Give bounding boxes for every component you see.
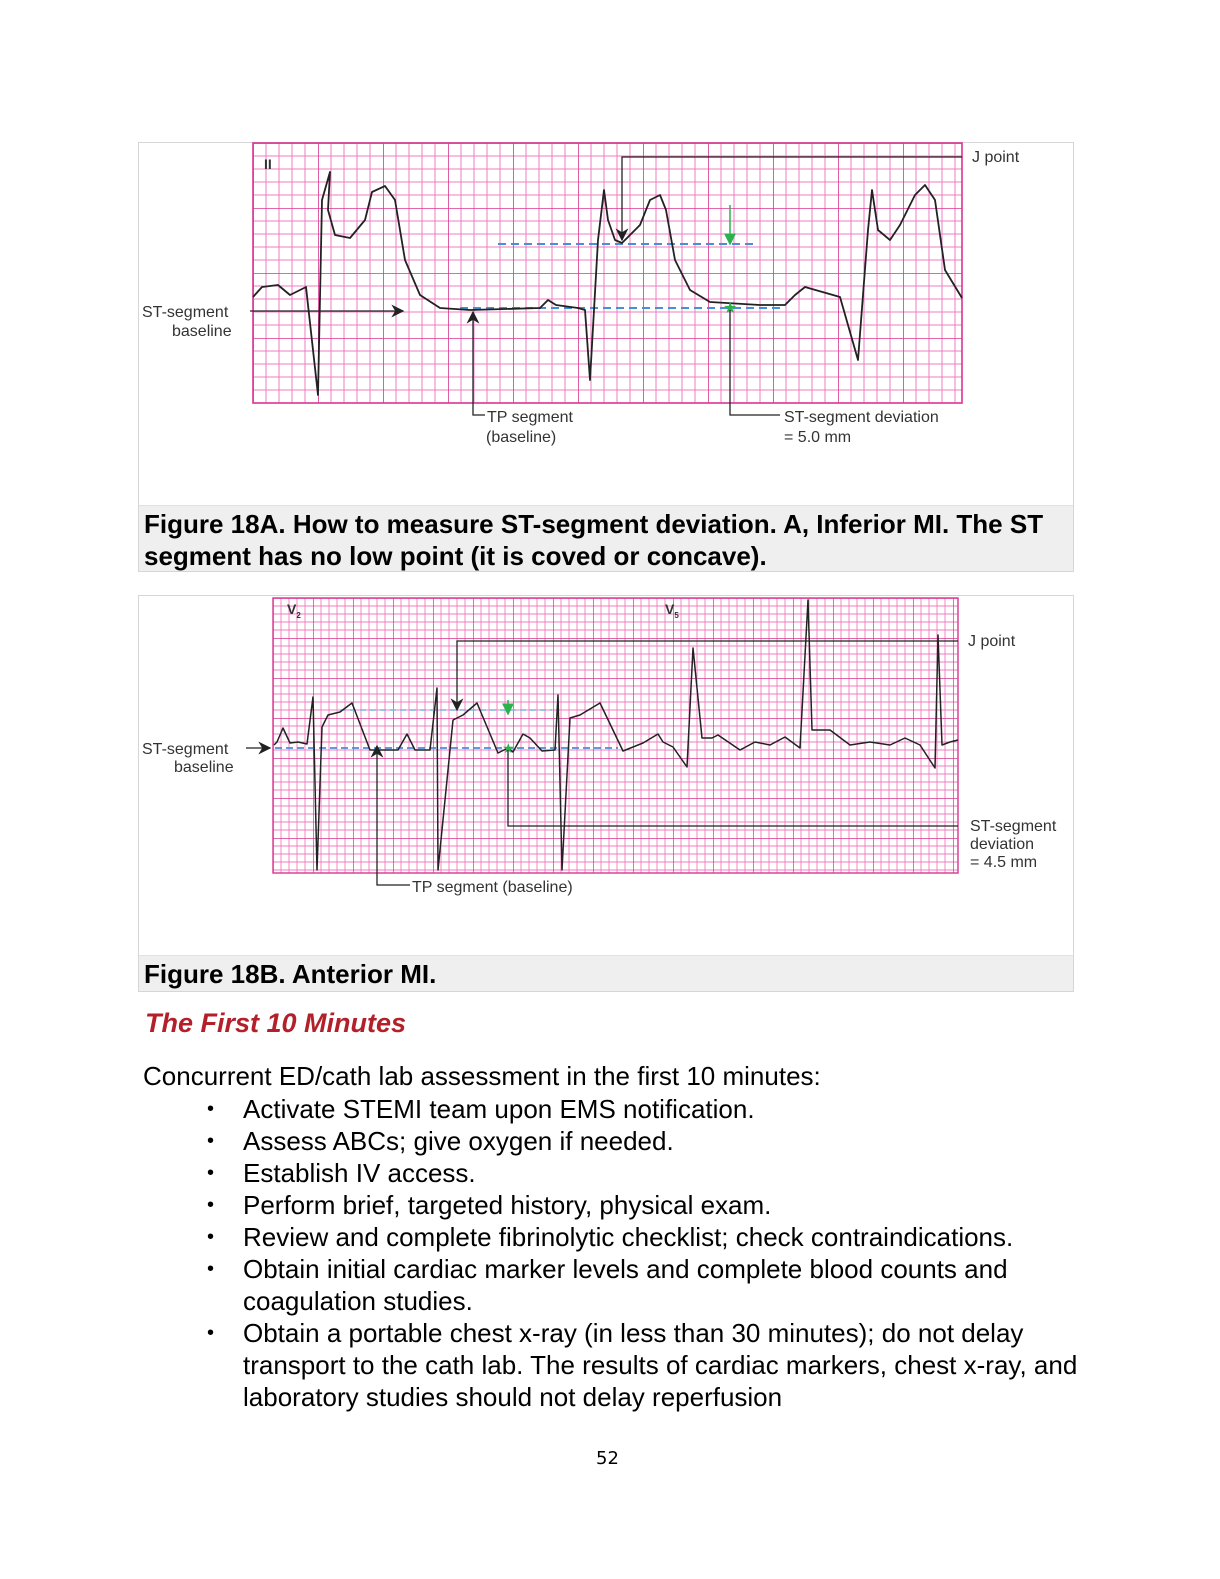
lead-label-v5: $V_5$: [665, 601, 679, 620]
st-baseline-label-1: ST-segment: [142, 741, 229, 758]
bullet-icon: •: [207, 1194, 215, 1216]
list-item-text: Assess ABCs; give oxygen if needed.: [243, 1126, 674, 1156]
figure-18a-caption: Figure 18A. How to measure ST-segment deviation. A, Inferior MI. The ST segment has no low point (it is coved or concave).: [139, 505, 1073, 571]
list-item-text: Perform brief, targeted history, physical exam.: [243, 1190, 772, 1220]
bullet-icon: •: [207, 1322, 215, 1344]
j-point-label: J point: [968, 633, 1016, 650]
deviation-star-icon: ★: [502, 740, 515, 756]
list-item-text: Obtain a portable chest x-ray (in less than 30 minutes); do not delay transport to the cath lab. The results of cardiac markers, chest x-ray, and laboratory studies should not delay reperfusion: [243, 1318, 1078, 1412]
list-item: [207, 1221, 1083, 1253]
lead-label-ii: II: [264, 156, 272, 172]
list-item: [207, 1317, 1083, 1413]
bullet-icon: •: [207, 1130, 215, 1152]
st-baseline-label-1: ST-segment: [142, 304, 229, 321]
deviation-star-icon: ★: [723, 300, 738, 317]
deviation-label-1: ST-segment: [970, 818, 1057, 835]
bullet-icon: •: [207, 1258, 215, 1280]
section-heading: The First 10 Minutes: [145, 1008, 407, 1038]
st-baseline-label-2: baseline: [172, 323, 232, 340]
list-item-text: Establish IV access.: [243, 1158, 476, 1188]
tp-label-2: (baseline): [486, 429, 557, 446]
bullet-icon: •: [207, 1098, 215, 1120]
list-item-text: Review and complete fibrinolytic checklist; check contraindications.: [243, 1222, 1014, 1252]
deviation-label-1: ST-segment deviation: [784, 409, 939, 426]
bullet-icon: •: [207, 1226, 215, 1248]
assessment-list: [207, 1093, 1083, 1413]
tp-label: TP segment (baseline): [412, 879, 573, 896]
list-item: [207, 1253, 1083, 1317]
j-point-label: J point: [972, 149, 1020, 166]
list-item: [207, 1125, 1083, 1157]
list-item-text: Activate STEMI team upon EMS notification.: [243, 1094, 755, 1124]
deviation-label-2: = 5.0 mm: [784, 429, 852, 446]
list-item-text: Obtain initial cardiac marker levels and complete blood counts and coagulation studies.: [243, 1254, 1008, 1316]
ecg-grid-lead-ii: [253, 143, 962, 403]
deviation-label-2: deviation: [970, 836, 1035, 853]
section-intro: Concurrent ED/cath lab assessment in the first 10 minutes:: [143, 1061, 821, 1091]
st-baseline-label-2: baseline: [174, 759, 234, 776]
list-item: [207, 1093, 1083, 1125]
page-number: 52: [596, 1448, 619, 1469]
figure-18b-caption: Figure 18B. Anterior MI.: [139, 955, 1073, 991]
list-item: [207, 1157, 1083, 1189]
bullet-icon: •: [207, 1162, 215, 1184]
lead-label-v2: $V_2$: [287, 601, 301, 620]
list-item: [207, 1189, 1083, 1221]
tp-label-1: TP segment: [487, 409, 573, 426]
deviation-label-3: = 4.5 mm: [970, 854, 1038, 871]
